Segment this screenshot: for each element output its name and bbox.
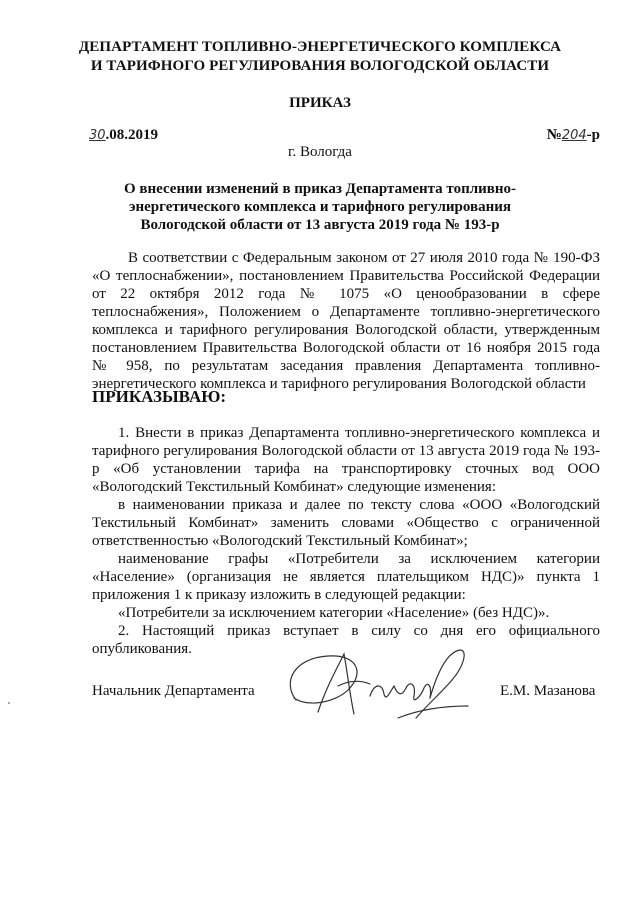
item-paragraph: 2. Настоящий приказ вступает в силу со дня его официального опубликования.: [92, 623, 600, 657]
signatory-name: Е.М. Мазанова: [500, 683, 596, 699]
item-paragraph: в наименовании приказа и далее по тексту слова «ООО «Вологодский Текстильный Комбинат» заменить словами «Общество с ограниченной ответственностью «Вологодский Текстильный Комбинат»;: [92, 497, 600, 549]
date-day-handwritten: 30: [89, 128, 106, 143]
order-items: [92, 424, 600, 658]
scan-speck: [8, 702, 10, 704]
department-header: [60, 38, 580, 76]
command-word: ПРИКАЗЫВАЮ:: [92, 387, 227, 406]
preamble-paragraph: В соответствии с Федеральным законом от 27 июля 2010 года № 190-ФЗ «О теплоснабжении», постановлением Правительства Российской Федерации от 22 октября 2012 года № 1075 «О ценообразовании в сфере теплоснабжения», Положением о Департаменте топливно-энергетического комплекса и тарифного регулирования Вологодской области, утвержденным постановлением Правительства Вологодской области от 16 ноября 2015 года № 958, по результатам заседания правления Департамента топливно-энергетического комплекса и тарифного регулирования Вологодской области: [92, 250, 600, 392]
city: г. Вологда: [288, 144, 352, 160]
order-date: [89, 127, 158, 144]
number-sign: №: [546, 127, 562, 143]
date-month-year: .08.2019: [105, 127, 159, 143]
department-line-2: И ТАРИФНОГО РЕГУЛИРОВАНИЯ ВОЛОГОДСКОЙ ОБЛАСТИ: [90, 58, 550, 74]
order-number: [547, 127, 600, 144]
handwritten-signature: [278, 640, 478, 730]
order-subject: О внесении изменений в приказ Департамента топливно-энергетического комплекса и тарифного регулирования Вологодской области от 13 августа 2019 года № 193-р: [123, 181, 517, 233]
department-line-1: ДЕПАРТАМЕНТ ТОПЛИВНО-ЭНЕРГЕТИЧЕСКОГО КОМПЛЕКСА: [78, 39, 562, 55]
item-paragraph: 1. Внести в приказ Департамента топливно-энергетического комплекса и тарифного регулирования Вологодской области от 13 августа 2019 года № 193-р «Об установлении тарифа на транспортировку сточных вод ООО «Вологодский Текстильный Комбинат» следующие изменения:: [92, 425, 600, 495]
item-paragraph: наименование графы «Потребители за исключением категории «Население» (организация не является плательщиком НДС)» пункта 1 приложения 1 к приказу изложить в следующей редакции:: [92, 551, 600, 603]
document-type: ПРИКАЗ: [289, 95, 351, 111]
item-paragraph: «Потребители за исключением категории «Население» (без НДС)».: [118, 605, 550, 621]
number-handwritten: 204: [561, 128, 587, 143]
number-suffix: -р: [586, 127, 600, 143]
signatory-role: Начальник Департамента: [92, 683, 255, 699]
